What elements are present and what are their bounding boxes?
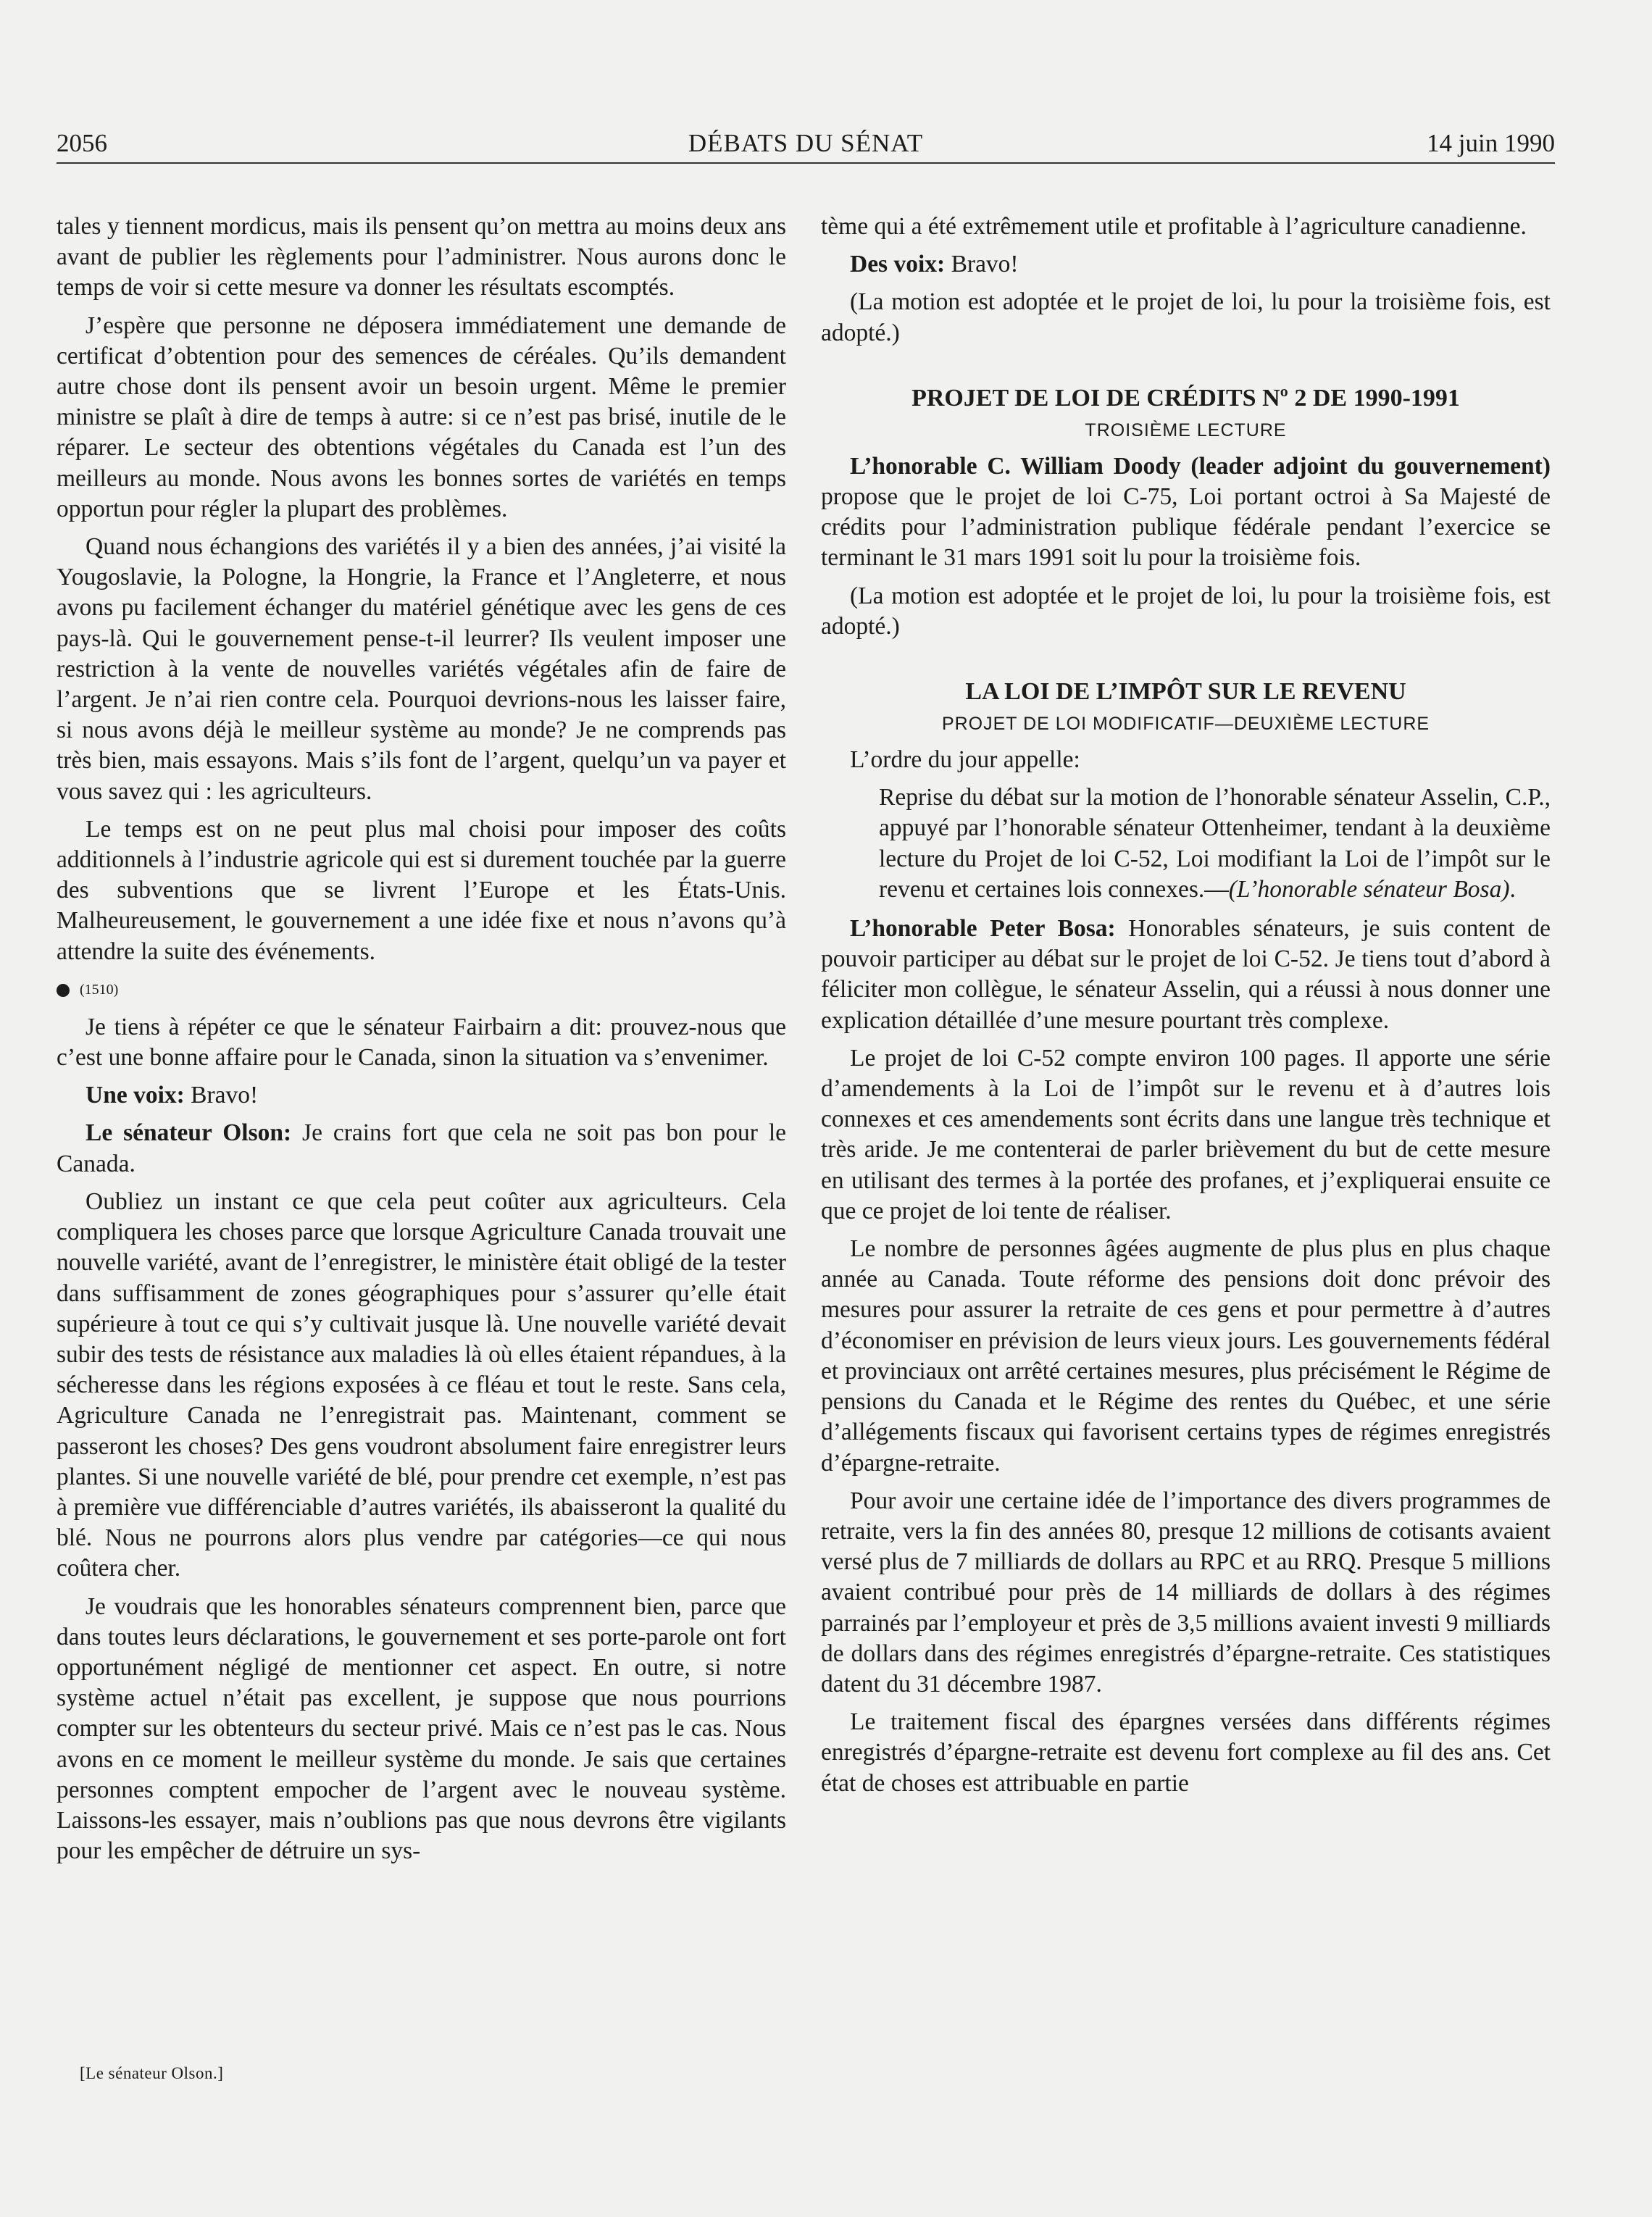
publication-date: 14 juin 1990 <box>1427 129 1555 157</box>
paragraph: tème qui a été extrêmement utile et profitable à l’agriculture canadienne. <box>821 213 1527 240</box>
paragraph: Le projet de loi C-52 compte environ 100 pages. Il apporte une série d’amendements à la Loi de l’impôt sur le revenu et à d’autres lois connexes et ces amendements sont écrits dans une langue très technique et très aride. Je me contenterai de parler brièvement du but de cette mesure en utilisant des termes à la portée des profanes, et j’expliquerai ensuite ce que ce projet de loi tente de réaliser. <box>821 1044 1551 1224</box>
section-subtitle: PROJET DE LOI MODIFICATIF—DEUXIÈME LECTURE <box>941 714 1430 735</box>
header-rule <box>57 162 1555 164</box>
paragraph: Je tiens à répéter ce que le sénateur Fairbairn a dit: prouvez-nous que c’est une bonne affaire pour le Canada, sinon la situation va s’envenimer. <box>57 1013 786 1072</box>
speech <box>821 914 1551 1036</box>
speaker-name: Le sénateur Olson: <box>85 1119 292 1147</box>
speech <box>57 1118 786 1179</box>
speech <box>821 451 1551 574</box>
page-header <box>57 125 1555 159</box>
paragraph: tales y tiennent mordicus, mais ils pensent qu’on mettra au moins deux ans avant de publier les règlements pour l’administrer. Nous aurons donc le temps de voir si cette mesure va donner les résultats escomptés. <box>57 213 786 301</box>
speech-text: Honorables sénateurs, je suis content de pouvoir participer au débat sur le projet de loi C-52. Je tiens tout d’abord à féliciter mon collègue, le sénateur Asselin, qui a réussi à nous donner une explication détaillée d’une mesure pourtant très complexe. <box>821 915 1551 1034</box>
paragraph: Le traitement fiscal des épargnes versées dans différents régimes enregistrés d’épargne-retraite est devenu fort complexe au fil des ans. Cet état de choses est attribuable en partie <box>821 1708 1551 1797</box>
speaker-name: Des voix: <box>850 251 946 278</box>
quote-end: . <box>1509 875 1516 903</box>
paragraph: Quand nous échangions des variétés il y a bien des années, j’ai visité la Yougoslavie, la Pologne, la Hongrie, la France et l’Angleterre, et nous avons pu facilement échanger du matériel génétique avec les gens de ces pays-là. Qui le gouvernement pense-t-il leurrer? Ils veulent imposer une restriction à la vente de nouvelles variétés végétales afin de faire de l’argent. Je n’ai rien contre cela. Pourquoi devrions-nous les laisser faire, si nous avons déjà le meilleur système au monde? Je ne comprends pas très bien, mais essayons. Mais s’ils font de l’argent, quelqu’un va payer et vous savez qui : les agriculteurs. <box>57 533 786 805</box>
bullet-dot-icon <box>57 984 70 997</box>
speech <box>821 249 1551 280</box>
paragraph: Le nombre de personnes âgées augmente de plus plus en plus chaque année au Canada. Toute réforme des pensions doit donc prévoir des mesures pour assurer la retraite de ces gens et pour permettre à d’autres d’économiser en prévision de leurs vieux jours. Les gouvernements fédéral et provinciaux ont arrêté certaines mesures, plus précisément le Régime de pensions du Canada et le Régime des rentes du Québec, et une série d’allégements fiscaux qui favorisent certains types de régimes enregistrés d’épargne-retraite. <box>821 1235 1551 1477</box>
publication-title: DÉBATS DU SÉNAT <box>688 129 924 157</box>
speaker-name: Une voix: <box>85 1082 185 1109</box>
paragraph: Le temps est on ne peut plus mal choisi pour imposer des coûts additionnels à l’industrie agricole qui est si durement touchée par la guerre des subventions que se livrent l’Europe et les États-Unis. Malheureusement, le gouvernement a une idée fixe et nous n’avons qu’à attendre la suite des événements. <box>57 815 786 965</box>
section-subtitle: TROISIÈME LECTURE <box>1085 419 1287 441</box>
speech-text: Je crains fort que cela ne soit pas bon pour le Canada. <box>57 1119 786 1177</box>
paragraph: Oubliez un instant ce que cela peut coûter aux agriculteurs. Cela compliquera les choses parce que lorsque Agriculture Canada trouvait une nouvelle variété, avant de l’enregistrer, le ministère était obligé de la tester dans suffisamment de zones géographiques pour s’assurer qu’elle était supérieure à tout ce qui s’y cultivait jusque là. Une nouvelle variété devait subir des tests de résistance aux maladies là où elles étaient répandues, à la sécheresse dans les régions exposées à ce fléau et tout le reste. Sans cela, Agriculture Canada ne l’enregistrait pas. Maintenant, comment se passeront les choses? Des gens voudront absolument faire enregistrer leurs plantes. Si une nouvelle variété de blé, pour prendre cet exemple, n’est pas à première vue différenciable d’autres variétés, ils abaisseront la qualité du blé. Nous ne pourrons alors plus vendre par catégories—ce qui nous coûtera cher. <box>57 1187 786 1582</box>
section-title: PROJET DE LOI DE CRÉDITS Nº 2 DE 1990-1991 <box>911 384 1460 412</box>
paragraph: Pour avoir une certaine idée de l’importance des divers programmes de retraite, vers la fin des années 80, presque 12 millions de cotisants avaient versé plus de 7 milliards de dollars au RPC et au RRQ. Presque 5 millions avaient contribué pour près de 14 milliards de dollars à des régimes parrainés par l’employeur et près de 3,5 millions avaient investi 9 milliards de dollars dans des régimes enregistrés d’épargne-retraite. Ces statistiques datent du 31 décembre 1987. <box>821 1487 1551 1698</box>
section-title: LA LOI DE L’IMPÔT SUR LE REVENU <box>965 678 1406 706</box>
quote-italic: (L’honorable sénateur Bosa) <box>1228 875 1510 903</box>
speaker-footnote: [Le sénateur Olson.] <box>80 2064 224 2082</box>
paragraph: L’ordre du jour appelle: <box>850 746 1080 774</box>
order-of-day-quote <box>821 782 1551 905</box>
speech <box>57 1080 786 1111</box>
paragraph: Je voudrais que les honorables sénateurs comprennent bien, parce que dans toutes leurs déclarations, le gouvernement et ses porte-parole ont fort opportunément négligé de mentionner cet aspect. En outre, si notre système actuel n’était pas excellent, je suppose que nous pourrions compter sur les obtenteurs du secteur privé. Mais ce n’est pas le cas. Nous avons en ce moment le meilleur système du monde. Je sais que certaines personnes comptent empocher de l’argent avec le nouveau système. Laissons-les essayer, mais n’oublions pas que nous devrons être vigilants pour les empêcher de détruire un sys- <box>57 1592 786 1865</box>
speech-text: Bravo! <box>184 1082 259 1109</box>
page-number: 2056 <box>57 129 107 157</box>
paragraph: (La motion est adoptée et le projet de loi, lu pour la troisième fois, est adopté.) <box>821 288 1551 346</box>
speaker-name: L’honorable Peter Bosa: <box>850 915 1116 943</box>
paragraph: J’espère que personne ne déposera immédiatement une demande de certificat d’obtention pour des semences de céréales. Qu’ils demandent autre chose dont ils pensent avoir un besoin urgent. Même le premier ministre se plaît à dire de temps à autre: si ce n’est pas brisé, inutile de le réparer. Le secteur des obtentions végétales du Canada est l’un des meilleurs au monde. Nous avons les bonnes sortes de variétés en temps opportun pour régler la plupart des problèmes. <box>57 312 786 522</box>
right-column <box>821 212 1551 1806</box>
speaker-name: L’honorable C. William Doody (leader adjoint du gouvernement) <box>850 452 1551 480</box>
time-marker <box>57 974 786 1005</box>
left-column <box>57 212 786 1874</box>
speech-text: Bravo! <box>945 251 1019 278</box>
quote-text: Reprise du débat sur la motion de l’honorable sénateur Asselin, C.P., appuyé par l’honorable sénateur Ottenheimer, tendant à la deuxième lecture du Projet de loi C-52, Loi modifiant la Loi de l’impôt sur le revenu et certaines lois connexes.— <box>879 784 1551 903</box>
time-marker-label: (1510) <box>80 981 119 998</box>
paragraph: (La motion est adoptée et le projet de loi, lu pour la troisième fois, est adopté.) <box>821 582 1551 640</box>
speech-text: propose que le projet de loi C-75, Loi portant octroi à Sa Majesté de crédits pour l’administration publique fédérale pendant l’exercice se terminant le 31 mars 1991 soit lu pour la troisième fois. <box>821 483 1551 572</box>
